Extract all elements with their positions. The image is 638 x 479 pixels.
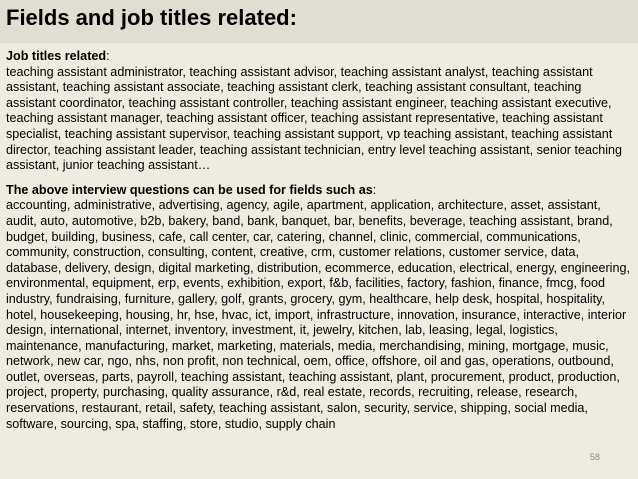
- slide-content: [6, 49, 634, 432]
- job-titles-heading-line: [6, 49, 634, 65]
- job-titles-heading-colon: :: [106, 49, 110, 63]
- fields-heading-colon: :: [372, 182, 377, 197]
- fields-list: accounting, administrative, advertising, agency, agile, apartment, application, architecture, asset, assistant, audit, auto, automotive, b2b, bakery, band, bank, banquet, bar, benefits, beverage, teaching assistant, brand, budget, building, business, cafe, call center, car, catering, channel, clinic, commercial, communications, community, construction, consulting, content, creative, crm, customer relations, customer service, data, database, delivery, design, digital marketing, distribution, ecommerce, education, electrical, energy, engineering, environmental, equipment, erp, events, exhibition, export, f&b, facilities, factory, fashion, finance, fmcg, food industry, fundraising, furniture, gallery, golf, grants, grocery, gym, healthcare, help desk, hospital, hospitality, hotel, housekeeping, housing, hr, hse, hvac, ict, import, infrastructure, innovation, insurance, interactive, interior design, international, internet, inventory, investment, it, jewelry, kitchen, lab, leasing, legal, logistics, maintenance, manufacturing, market, marketing, materials, media, merchandising, mining, mortgage, music, network, new car, ngo, nhs, non profit, non technical, oem, office, offshore, oil and gas, operations, outbound, outlet, overseas, parts, payroll, teaching assistant, teaching assistant, plant, procurement, product, production, project, property, purchasing, quality assurance, r&d, real estate, records, recruiting, release, research, reservations, restaurant, retail, safety, teaching assistant, salon, security, service, shipping, social media, software, sourcing, spa, staffing, store, studio, supply chain: [6, 198, 630, 431]
- section-gap: [6, 174, 634, 183]
- slide-title: Fields and job titles related:: [6, 5, 297, 30]
- fields-heading: The above interview questions can be used for fields such as: [6, 182, 373, 197]
- fields-heading-line: [6, 183, 634, 199]
- job-titles-list: teaching assistant administrator, teaching assistant advisor, teaching assistant analyst, teaching assistant assistant, teaching assistant associate, teaching assistant clerk, teaching assistant consultant, teaching assistant coordinator, teaching assistant controller, teaching assistant engineer, teaching assistant executive, teaching assistant manager, teaching assistant officer, teaching assistant representative, teaching assistant specialist, teaching assistant supervisor, teaching assistant support, vp teaching assistant, teaching assistant director, teaching assistant leader, teaching assistant technician, entry level teaching assistant, senior teaching assistant, junior teaching assistant…: [6, 64, 623, 173]
- title-bar: [0, 0, 638, 43]
- page-number: 58: [589, 452, 600, 462]
- job-titles-heading: Job titles related: [6, 49, 107, 63]
